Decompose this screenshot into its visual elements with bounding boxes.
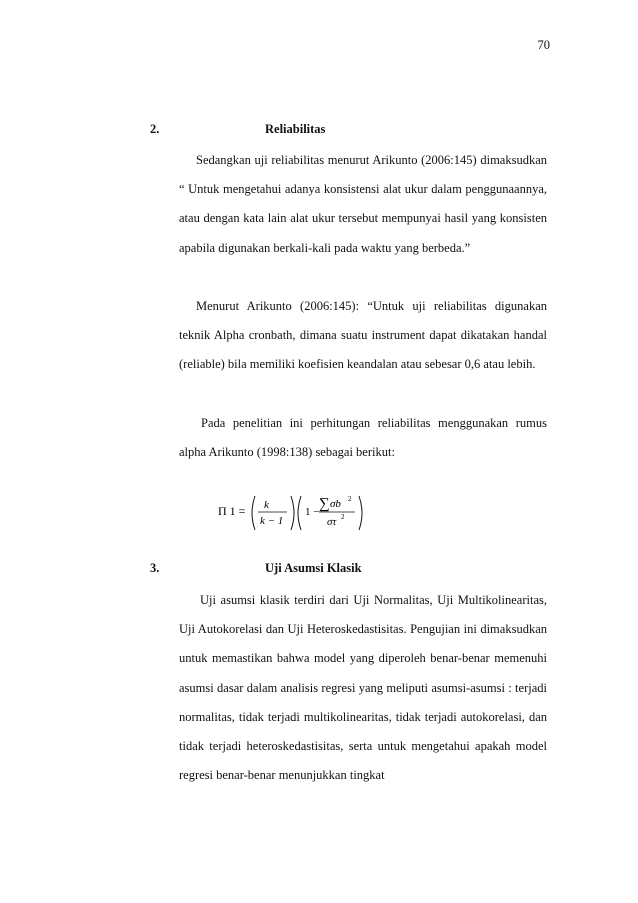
formula-numerator-sigma-b: σb xyxy=(330,498,341,510)
paragraph: Sedangkan uji reliabilitas menurut Arikunto (2006:145) dimaksudkan “ Untuk mengetahui adanya konsistensi alat ukur dalam penggunaannya, atau dengan kata lain alat ukur tersebut mempunyai hasil yang konsisten apabila digunakan berkali-kali pada waktu yang berbeda.” xyxy=(179,153,547,255)
paragraph: Menurut Arikunto (2006:145): “Untuk uji reliabilitas digunakan teknik Alpha cronbath, dimana suatu instrument dapat dikatakan handal (reliable) bila memiliki koefisien keandalan atau sebesar 0,6 atau lebih. xyxy=(179,299,547,372)
formula-one-minus: 1 − xyxy=(305,506,320,518)
formula-denominator: k − 1 xyxy=(260,515,284,527)
paragraph: Uji asumsi klasik terdiri dari Uji Normalitas, Uji Multikolinearitas, Uji Autokorelasi dan Uji Heteroskedastisitas. Pengujian ini dimaksudkan untuk memastikan bahwa model yang diperoleh benar-benar memenuhi asumsi dasar dalam analisis regresi yang meliputi asumsi-asumsi : terjadi normalitas, tidak terjadi multikolinearitas, tidak terjadi autokorelasi, dan tidak terjadi heteroskedastisitas, serta untuk mengetahui apakah model regresi benar-benar menunjukkan tingkat xyxy=(179,593,547,783)
section-number: 3. xyxy=(150,561,160,575)
page-number: 70 xyxy=(537,38,550,52)
formula-exponent: 2 xyxy=(348,495,352,503)
formula-lhs: Π 1 = xyxy=(218,504,246,518)
formula-denominator-sigma-t: στ xyxy=(327,516,337,528)
paragraph: Pada penelitian ini perhitungan reliabilitas menggunakan rumus alpha Arikunto (1998:138) sebagai berikut: xyxy=(179,416,547,460)
formula-numerator-k: k xyxy=(264,499,269,511)
section-title: Reliabilitas xyxy=(265,122,326,136)
formula-exponent: 2 xyxy=(341,513,345,521)
formula-sum-symbol: ∑ xyxy=(319,496,330,512)
section-title: Uji Asumsi Klasik xyxy=(265,561,362,575)
alpha-formula xyxy=(215,488,375,538)
section-number: 2. xyxy=(150,122,160,136)
